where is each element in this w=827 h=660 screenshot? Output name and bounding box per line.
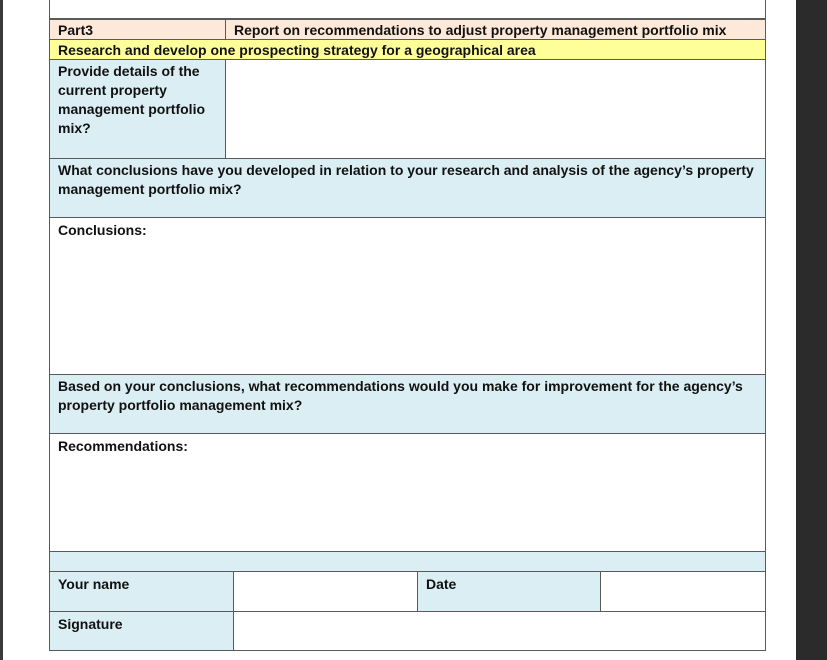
- task-heading: Research and develop one prospecting strategy for a geographical area: [58, 42, 536, 58]
- document-page: [3, 0, 796, 660]
- signature-input-field[interactable]: [233, 611, 766, 651]
- name-label-cell: [49, 571, 234, 612]
- conclusions-question-cell: [49, 158, 766, 218]
- signature-label: Signature: [58, 616, 123, 632]
- recommendations-answer-field[interactable]: [49, 433, 766, 552]
- date-label-cell: [417, 571, 601, 612]
- portfolio-question-cell: [49, 59, 226, 159]
- date-input-field[interactable]: [600, 571, 766, 612]
- part-label: Part3: [58, 22, 94, 38]
- date-label: Date: [426, 576, 457, 592]
- portfolio-answer-field[interactable]: [225, 59, 766, 159]
- recommendations-question: Based on your conclusions, what recommendations would you make for improvement for the agency’s property portfolio management mix?: [58, 378, 743, 413]
- spacer-row: [49, 551, 766, 572]
- conclusions-label: Conclusions:: [58, 222, 147, 238]
- conclusions-question: What conclusions have you developed in relation to your research and analysis of the agency’s property management portfolio mix?: [58, 162, 754, 197]
- previous-row-remnant: [49, 0, 766, 19]
- part-title-cell: [225, 19, 766, 40]
- name-input-field[interactable]: [233, 571, 418, 612]
- recommendations-label: Recommendations:: [58, 438, 188, 454]
- conclusions-answer-field[interactable]: [49, 217, 766, 375]
- part-label-cell: [49, 19, 226, 40]
- name-label: Your name: [58, 576, 130, 592]
- part-title: Report on recommendations to adjust property management portfolio mix: [234, 22, 727, 38]
- portfolio-question: Provide details of the current property management portfolio mix?: [58, 63, 206, 136]
- recommendations-question-cell: [49, 374, 766, 434]
- signature-label-cell: [49, 611, 234, 651]
- task-heading-cell: [49, 39, 766, 60]
- window-right-scroll-area: [796, 0, 827, 660]
